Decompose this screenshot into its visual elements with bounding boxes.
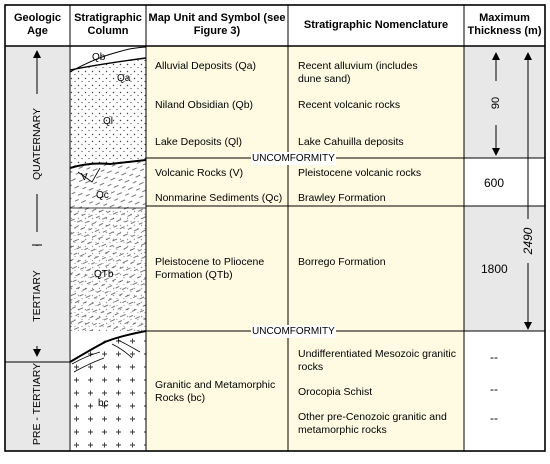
header-stratigraphic-column: Stratigraphic Column [74, 12, 142, 37]
header-max-thickness: Maximum Thickness (m) [467, 12, 542, 37]
nomenclature-mesozoic-granitic: Undifferentiated Mesozoic granitic [298, 348, 456, 360]
nomenclature-borrego: Borrego Formation [298, 256, 386, 268]
unconformity-label-lower: UNCOMFORMITY [252, 326, 335, 337]
unit-alluvial: Alluvial Deposits (Qa) [155, 60, 256, 72]
column-label-v: V [81, 172, 88, 183]
column-label-qb: Qb [92, 52, 106, 63]
nomenclature-brawley: Brawley Formation [298, 192, 386, 204]
unit-volcanic-rocks: Volcanic Rocks (V) [155, 167, 244, 179]
unit-formation-qtb: Formation (QTb) [155, 269, 233, 281]
nomenclature-dune-sand: dune sand) [298, 73, 351, 85]
unit-lake-deposits: Lake Deposits (Ql) [155, 136, 242, 148]
unit-pleistocene-pliocene: Pleistocene to Pliocene [155, 256, 265, 268]
thickness-pre-bg [464, 331, 545, 451]
thickness-2490: 2490 [521, 219, 535, 263]
age-tertiary: TERTIARY [31, 246, 43, 346]
nomenclature-rocks: rocks [298, 361, 324, 373]
thickness-dash-3: -- [490, 411, 498, 425]
column-label-qc: Qc [96, 190, 109, 201]
nomenclature-recent-volcanic: Recent volcanic rocks [298, 99, 401, 111]
column-label-qtb: QTb [94, 269, 114, 280]
thickness-1800: 1800 [481, 262, 508, 276]
unconformity-label-upper: UNCOMFORMITY [252, 153, 335, 164]
nomenclature-orocopia: Orocopia Schist [298, 386, 373, 398]
unit-nonmarine-sediments: Nonmarine Sediments (Qc) [155, 192, 283, 204]
thickness-dash-2: -- [490, 382, 498, 396]
unit-niland-obsidian: Niland Obsidian (Qb) [155, 99, 254, 111]
header-geologic-age: Geologic Age [13, 12, 62, 37]
age-pre-tertiary: PRE - TERTIARY [31, 362, 43, 446]
nomenclature-metamorphic: metamorphic rocks [298, 424, 387, 436]
unit-granitic-metamorphic: Granitic and Metamorphic [155, 379, 276, 391]
thickness-600: 600 [484, 176, 505, 190]
thickness-600-bg [464, 158, 545, 206]
unit-rocks-bc: Rocks (bc) [155, 392, 206, 404]
column-label-ql: Ql [103, 116, 113, 127]
nomenclature-pleistocene-volcanic: Pleistocene volcanic rocks [298, 167, 422, 179]
header-nomenclature: Stratigraphic Nomenclature [303, 19, 449, 31]
nomenclature-recent-alluvium: Recent alluvium (includes [298, 60, 418, 72]
thickness-dash-1: -- [490, 350, 498, 364]
header-map-unit: Map Unit and Symbol (see Figure 3) [148, 12, 286, 37]
thickness-90: 90 [490, 81, 502, 125]
age-quaternary: QUATERNARY [31, 94, 43, 194]
nomenclature-lake-cahuilla: Lake Cahuilla deposits [298, 136, 404, 148]
column-alluvium-fill [70, 58, 146, 168]
thickness-quaternary-bg [464, 46, 545, 158]
column-label-qa: Qa [117, 73, 131, 84]
column-label-bc: bc [98, 398, 109, 409]
nomenclature-pre-cenozoic: Other pre-Cenozoic granitic and [298, 411, 447, 423]
